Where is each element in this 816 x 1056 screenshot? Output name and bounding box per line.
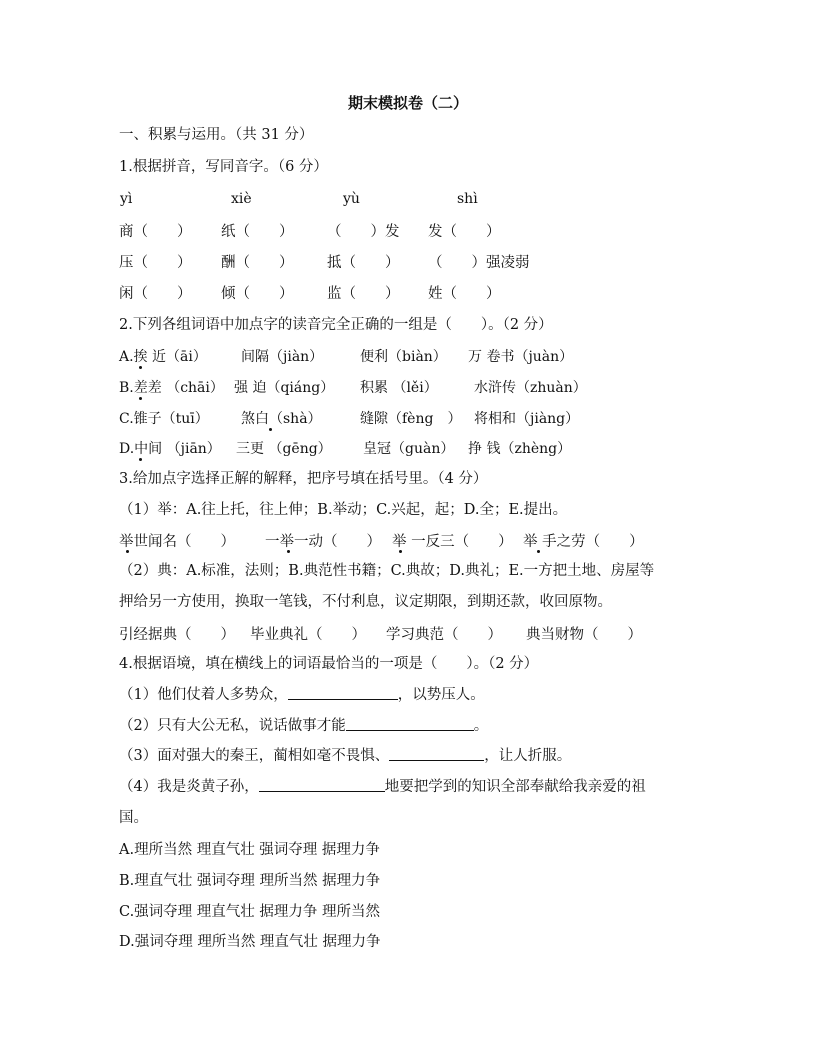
q3-item: 举 一反三（ ）: [392, 534, 513, 550]
pinyin-xie: xiè: [231, 191, 252, 207]
emphasis-dot: [139, 397, 142, 400]
q3-part2-definition-b: 押给另一方使用，换取一笔钱，不付利息，议定期限，到期还款，收回原物。: [119, 594, 612, 610]
q2-word: 强 迫（qiáng）: [234, 380, 335, 396]
sentence-text: ，以势压人。: [397, 687, 485, 703]
q3-item: 引经据典（ ）: [119, 627, 235, 643]
q2-word: 万 卷书（juàn）: [468, 349, 574, 365]
emphasis-dot: [139, 458, 142, 461]
emphasis-dot: [126, 550, 129, 553]
q3-item: 学习典范（ ）: [386, 627, 502, 643]
q3-item: 举世闻名（ ）: [119, 534, 235, 550]
q1-cell: 压（ ）: [119, 255, 192, 271]
q1-cell: 纸（ ）: [221, 224, 294, 240]
sentence-text: ，让人折服。: [484, 748, 572, 764]
q4-option-d: D.强词夺理 理所当然 理直气壮 据理力争: [119, 934, 381, 950]
q3-part1-definition: （1）举：A.往上托，往上伸；B.举动；C.兴起，起；D.全；E.提出。: [119, 502, 568, 518]
q4-option-b: B.理直气壮 强词夺理 理所当然 据理力争: [119, 873, 381, 889]
q1-cell: 倾（ ）: [221, 286, 294, 302]
q2-word: A.挨 近（āi）: [119, 349, 207, 365]
answer-blank[interactable]: [346, 716, 474, 731]
q2-word: 将相和（jiàng）: [474, 411, 580, 427]
q2-word: 挣 钱（zhèng）: [468, 441, 572, 457]
sentence-text: 地要把学到的知识全部奉献给我亲爱的祖: [384, 779, 646, 795]
answer-blank[interactable]: [288, 685, 398, 700]
q1-cell: 商（ ）: [119, 224, 192, 240]
q3-item: 典当财物（ ）: [526, 627, 642, 643]
q1-cell: 抵（ ）: [327, 255, 400, 271]
q4-heading: 4.根据语境，填在横线上的词语最恰当的一项是（ ）。（2 分）: [119, 656, 539, 672]
q1-cell: 酬（ ）: [221, 255, 294, 271]
pinyin-yi: yì: [120, 191, 133, 207]
q3-item: 举 手之劳（ ）: [523, 534, 644, 550]
q2-word: 间隔（jiàn）: [241, 349, 324, 365]
sentence-text: （1）他们仗着人多势众，: [119, 687, 288, 703]
q2-word: C.锥子（tuī）: [119, 411, 209, 427]
q1-cell: （ ）强凌弱: [428, 255, 530, 271]
q3-part2-definition-a: （2）典：A.标准，法则；B.典范性书籍；C.典故；D.典礼；E.一方把土地、房屋等: [119, 563, 655, 579]
q4-sentence-3: [119, 746, 571, 766]
q4-sentence-4: [119, 777, 646, 797]
exam-title: 期末模拟卷（二）: [347, 94, 468, 112]
pinyin-shi: shì: [457, 191, 478, 207]
q2-heading: 2.下列各组词语中加点字的读音完全正确的一组是（ ）。（2 分）: [119, 317, 553, 333]
q2-word: 缝隙（fèng ）: [360, 411, 462, 427]
section-heading: 一、积累与运用。（共 31 分）: [119, 127, 314, 143]
q4-option-a: A.理所当然 理直气壮 强词夺理 据理力争: [119, 842, 380, 858]
q1-heading: 1.根据拼音，写同音字。（6 分）: [119, 159, 328, 175]
q2-word: 便利（biàn）: [360, 349, 447, 365]
emphasis-dot: [537, 550, 540, 553]
q1-cell: 发（ ）: [428, 224, 501, 240]
q1-cell: （ ）发: [327, 224, 400, 240]
sentence-text: （2）只有大公无私，说话做事才能: [119, 718, 346, 734]
sentence-text: （4）我是炎黄子孙，: [119, 779, 259, 795]
q2-word: D.中间 （jiān）: [119, 441, 221, 457]
q3-item: 毕业典礼（ ）: [250, 627, 366, 643]
q4-option-c: C.强词夺理 理直气壮 据理力争 理所当然: [119, 904, 381, 920]
emphasis-dot: [399, 550, 402, 553]
q1-cell: 监（ ）: [327, 286, 400, 302]
q4-sentence-1: [119, 685, 485, 705]
q1-cell: 姓（ ）: [428, 286, 501, 302]
q2-word: 皇冠（guàn）: [363, 441, 455, 457]
q2-word: 三更 （gēng）: [236, 441, 332, 457]
answer-blank[interactable]: [259, 777, 385, 792]
q4-sentence-2: [119, 716, 488, 736]
emphasis-dot: [139, 366, 142, 369]
q2-word: 积累 （lěi）: [360, 380, 438, 396]
pinyin-yu: yù: [343, 191, 360, 207]
q3-heading: 3.给加点字选择正解的解释，把序号填在括号里。（4 分）: [119, 471, 488, 487]
sentence-text: 。: [473, 718, 489, 734]
q2-word: B.差差 （chāi）: [119, 380, 224, 396]
q2-word: 煞白（shà）: [241, 411, 322, 427]
q1-cell: 闲（ ）: [119, 286, 192, 302]
q4-sentence-4-end: 国。: [119, 810, 148, 826]
emphasis-dot: [287, 550, 290, 553]
q2-word: 水浒传（zhuàn）: [474, 380, 587, 396]
answer-blank[interactable]: [389, 746, 484, 761]
emphasis-dot: [269, 428, 272, 431]
q3-item: 一举一动（ ）: [265, 534, 381, 550]
sentence-text: （3）面对强大的秦王，蔺相如毫不畏惧、: [119, 748, 390, 764]
